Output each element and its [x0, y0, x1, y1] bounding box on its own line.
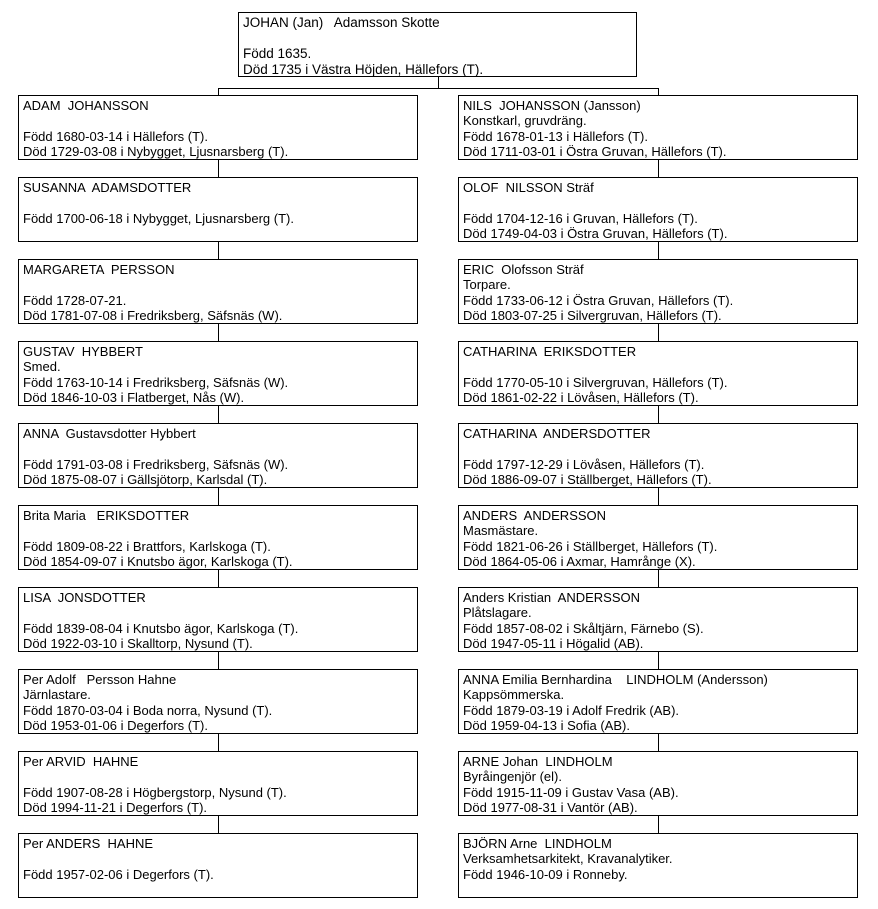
person-line: LISA JONSDOTTER — [23, 590, 146, 605]
person-line: Död 1854-09-07 i Knutsbo ägor, Karlskoga (T). — [23, 554, 293, 570]
person-line: Död 1803-07-25 i Silvergruvan, Hällefors (T). — [463, 308, 722, 324]
person-box-right — [458, 587, 858, 652]
person-line: Död 1953-01-06 i Degerfors (T). — [23, 718, 208, 734]
person-line: Död 1735 i Västra Höjden, Hällefors (T). — [243, 61, 484, 77]
person-box-right — [458, 669, 858, 734]
branch-drop-right — [658, 88, 659, 95]
person-line: Byråingenjör (el). — [463, 769, 562, 785]
generation-connector-right — [658, 406, 659, 423]
person-box-right — [458, 423, 858, 488]
person-line: Född 1733-06-12 i Östra Gruvan, Hällefors (T). — [463, 292, 734, 308]
person-line: Född 1797-12-29 i Lövåsen, Hällefors (T). — [463, 456, 705, 472]
person-line: ANNA Gustavsdotter Hybbert — [23, 426, 196, 441]
person-line: Död 1947-05-11 i Högalid (AB). — [463, 636, 644, 652]
person-line: Död 1977-08-31 i Vantör (AB). — [463, 800, 638, 816]
person-box-left — [18, 177, 418, 242]
person-line: Död 1959-04-13 i Sofia (AB). — [463, 718, 630, 734]
person-line — [23, 441, 413, 456]
person-line: Död 1994-11-21 i Degerfors (T). — [23, 800, 208, 816]
person-line — [463, 882, 853, 897]
person-line: Död 1749-04-03 i Östra Gruvan, Hällefors (T). — [463, 226, 728, 242]
generation-connector-left — [218, 406, 219, 423]
person-line: MARGARETA PERSSON — [23, 262, 175, 277]
person-line: Död 1861-02-22 i Lövåsen, Hällefors (T). — [463, 390, 699, 406]
person-line: Född 1680-03-14 i Hällefors (T). — [23, 128, 208, 144]
person-line: Död 1922-03-10 i Skalltorp, Nysund (T). — [23, 636, 253, 652]
person-line: ADAM JOHANSSON — [23, 98, 149, 113]
person-line: Konstkarl, gruvdräng. — [463, 113, 587, 129]
person-box-left — [18, 751, 418, 816]
generation-connector-right — [658, 242, 659, 259]
generation-connector-right — [658, 324, 659, 341]
person-line: ANDERS ANDERSSON — [463, 508, 607, 523]
person-box-left — [18, 833, 418, 898]
person-box-right — [458, 751, 858, 816]
person-line — [23, 113, 413, 128]
person-line — [23, 882, 413, 897]
person-line: Död 1886-09-07 i Ställberget, Hällefors (T). — [463, 472, 712, 488]
person-line: Död 1875-08-07 i Gällsjötorp, Karlsdal (T). — [23, 472, 268, 488]
person-line: Död 1864-05-06 i Axmar, Hamrånge (X). — [463, 554, 696, 570]
person-line: Masmästare. — [463, 523, 539, 539]
person-line: Brita Maria ERIKSDOTTER — [23, 508, 190, 523]
person-line: Död 1846-10-03 i Flatberget, Nås (W). — [23, 390, 245, 406]
person-box-right — [458, 341, 858, 406]
person-line: Född 1791-03-08 i Fredriksberg, Säfsnäs (W). — [23, 456, 289, 472]
person-box-left — [18, 259, 418, 324]
person-box-right — [458, 259, 858, 324]
branch-bar — [218, 88, 659, 89]
person-line — [23, 605, 413, 620]
person-line: Född 1635. — [243, 46, 312, 62]
person-line: Per ANDERS HAHNE — [23, 836, 154, 851]
branch-drop-left — [218, 88, 219, 95]
generation-connector-left — [218, 734, 219, 751]
person-box-left — [18, 505, 418, 570]
person-line: CATHARINA ANDERSDOTTER — [463, 426, 651, 441]
person-line: Född 1946-10-09 i Ronneby. — [463, 866, 628, 882]
person-box-left — [18, 587, 418, 652]
person-line: Smed. — [23, 359, 61, 375]
person-line: Järnlastare. — [23, 687, 91, 703]
root-person-box — [238, 12, 637, 77]
person-line: Verksamhetsarkitekt, Kravanalytiker. — [463, 851, 673, 867]
generation-connector-right — [658, 816, 659, 833]
person-line: Född 1763-10-14 i Fredriksberg, Säfsnäs (W). — [23, 374, 289, 390]
person-line: Per ARVID HAHNE — [23, 754, 139, 769]
person-line: Död 1711-03-01 i Östra Gruvan, Hällefors (T). — [463, 144, 727, 160]
person-line — [23, 195, 413, 210]
person-line: NILS JOHANSSON (Jansson) — [463, 98, 641, 113]
generation-connector-right — [658, 570, 659, 587]
person-line — [243, 31, 632, 47]
person-box-right — [458, 95, 858, 160]
person-line: Född 1809-08-22 i Brattfors, Karlskoga (T). — [23, 538, 271, 554]
person-line: Född 1870-03-04 i Boda norra, Nysund (T). — [23, 702, 273, 718]
person-box-left — [18, 341, 418, 406]
generation-connector-left — [218, 816, 219, 833]
person-line — [23, 851, 413, 866]
generation-connector-right — [658, 652, 659, 669]
person-line: ERIC Olofsson Sträf — [463, 262, 584, 277]
person-line: CATHARINA ERIKSDOTTER — [463, 344, 637, 359]
person-line: Född 1678-01-13 i Hällefors (T). — [463, 128, 648, 144]
person-line: ARNE Johan LINDHOLM — [463, 754, 613, 769]
generation-connector-left — [218, 488, 219, 505]
generation-connector-left — [218, 160, 219, 177]
generation-connector-right — [658, 160, 659, 177]
person-line: Död 1729-03-08 i Nybygget, Ljusnarsberg (T). — [23, 144, 289, 160]
person-line: Född 1957-02-06 i Degerfors (T). — [23, 866, 214, 882]
person-box-left — [18, 669, 418, 734]
person-line: Född 1839-08-04 i Knutsbo ägor, Karlskoga (T). — [23, 620, 299, 636]
person-line — [23, 277, 413, 292]
generation-connector-left — [218, 324, 219, 341]
person-line — [23, 769, 413, 784]
person-line: Född 1700-06-18 i Nybygget, Ljusnarsberg (T). — [23, 210, 294, 226]
person-line: ANNA Emilia Bernhardina LINDHOLM (Andersson) — [463, 672, 768, 687]
person-line: Född 1728-07-21. — [23, 292, 127, 308]
person-line: Född 1879-03-19 i Adolf Fredrik (AB). — [463, 702, 680, 718]
person-box-right — [458, 505, 858, 570]
root-connector — [438, 77, 439, 88]
person-line: Född 1770-05-10 i Silvergruvan, Hällefors (T). — [463, 374, 728, 390]
generation-connector-left — [218, 652, 219, 669]
person-line: Född 1704-12-16 i Gruvan, Hällefors (T). — [463, 210, 698, 226]
person-box-left — [18, 423, 418, 488]
person-line — [463, 195, 853, 210]
person-line: Per Adolf Persson Hahne — [23, 672, 177, 687]
person-line — [23, 226, 413, 241]
person-line — [463, 359, 853, 374]
person-line: Kappsömmerska. — [463, 687, 565, 703]
generation-connector-left — [218, 570, 219, 587]
person-line — [463, 441, 853, 456]
person-line: Född 1821-06-26 i Ställberget, Hällefors (T). — [463, 538, 718, 554]
person-line: GUSTAV HYBBERT — [23, 344, 143, 359]
person-line: OLOF NILSSON Sträf — [463, 180, 594, 195]
person-line: BJÖRN Arne LINDHOLM — [463, 836, 612, 851]
person-line: Död 1781-07-08 i Fredriksberg, Säfsnäs (W). — [23, 308, 283, 324]
person-line: SUSANNA ADAMSDOTTER — [23, 180, 192, 195]
generation-connector-right — [658, 488, 659, 505]
person-line: Född 1915-11-09 i Gustav Vasa (AB). — [463, 784, 679, 800]
person-line: JOHAN (Jan) Adamsson Skotte — [243, 15, 440, 30]
person-line: Anders Kristian ANDERSSON — [463, 590, 641, 605]
generation-connector-right — [658, 734, 659, 751]
person-line: Torpare. — [463, 277, 511, 293]
person-line: Född 1857-08-02 i Skåltjärn, Färnebo (S). — [463, 620, 704, 636]
person-box-left — [18, 95, 418, 160]
person-box-right — [458, 177, 858, 242]
person-line: Plåtslagare. — [463, 605, 532, 621]
person-line: Född 1907-08-28 i Högbergstorp, Nysund (T). — [23, 784, 287, 800]
person-line — [23, 523, 413, 538]
generation-connector-left — [218, 242, 219, 259]
person-box-right — [458, 833, 858, 898]
